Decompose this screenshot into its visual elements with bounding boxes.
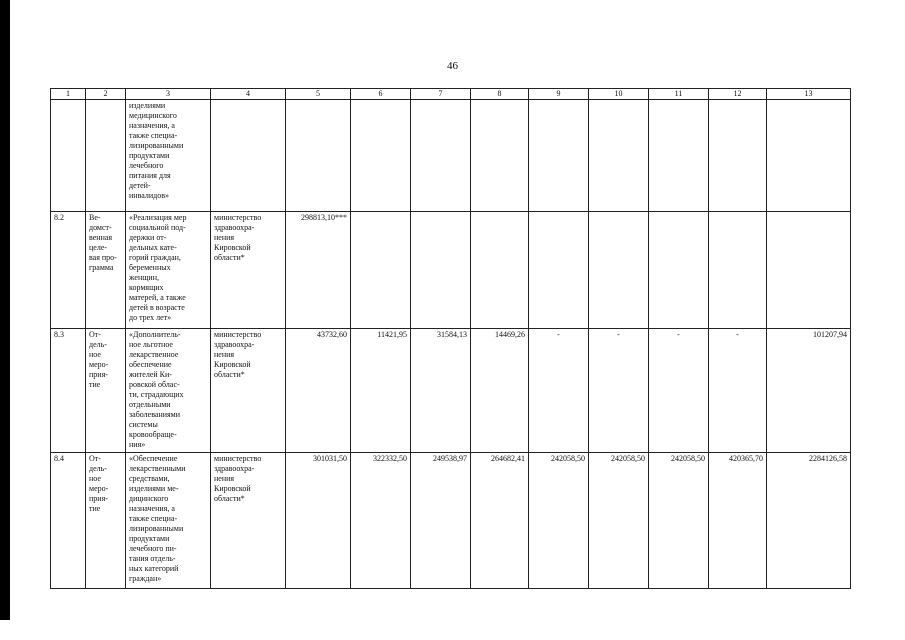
value-cell (411, 100, 471, 212)
executor-cell (211, 100, 286, 212)
value-cell: - (649, 329, 709, 453)
header-cell: 7 (411, 89, 471, 100)
value-cell: 11421,95 (351, 329, 411, 453)
row-number-cell: 8.4 (51, 453, 86, 589)
header-row (51, 89, 851, 100)
row-number-cell (51, 100, 86, 212)
budget-table (50, 88, 851, 589)
program-name-cell: «Реализация мер социальной под- держки от- дельных кате- горий граждан, беременных женщин, кормящих матерей, а также детей в возрасте до трех лет» (126, 212, 211, 329)
value-cell: - (589, 329, 649, 453)
executor-cell: министерство здравоохра- нения Кировской области* (211, 329, 286, 453)
table-row (51, 329, 851, 453)
total-cell: 2284126,58 (767, 453, 851, 589)
value-cell (709, 212, 767, 329)
value-cell (589, 100, 649, 212)
header-cell: 12 (709, 89, 767, 100)
value-cell (351, 100, 411, 212)
value-cell: 242058,50 (649, 453, 709, 589)
program-name-cell: изделиями медицинского назначения, а также специа- лизированными продуктами лечебного питания для детей- инвалидов» (126, 100, 211, 212)
program-name-cell: «Обеспечение лекарственными средствами, изделиями ме- дицинского назначения, а также специа- лизированными продуктами лечебного пи- тания отдель- ных категорий граждан» (126, 453, 211, 589)
header-cell: 10 (589, 89, 649, 100)
type-cell (86, 100, 126, 212)
header-cell: 4 (211, 89, 286, 100)
value-cell (471, 212, 529, 329)
value-cell: - (709, 329, 767, 453)
value-cell: 14469,26 (471, 329, 529, 453)
total-cell (767, 100, 851, 212)
header-cell: 8 (471, 89, 529, 100)
scan-edge-bar (0, 0, 10, 620)
table-row (51, 212, 851, 329)
value-cell: 322332,50 (351, 453, 411, 589)
value-cell (589, 212, 649, 329)
type-cell: От- дель- ное меро- прия- тие (86, 453, 126, 589)
executor-cell: министерство здравоохра- нения Кировской области* (211, 212, 286, 329)
value-cell (286, 100, 351, 212)
value-cell (649, 100, 709, 212)
total-cell: 101207,94 (767, 329, 851, 453)
header-cell: 1 (51, 89, 86, 100)
value-cell (529, 100, 589, 212)
header-cell: 13 (767, 89, 851, 100)
header-cell: 5 (286, 89, 351, 100)
value-cell (649, 212, 709, 329)
type-cell: Ве- домст- венная целе- вая про- грамма (86, 212, 126, 329)
row-number-cell: 8.3 (51, 329, 86, 453)
total-cell (767, 212, 851, 329)
value-cell (471, 100, 529, 212)
executor-cell: министерство здравоохра- нения Кировской области* (211, 453, 286, 589)
table-row (51, 100, 851, 212)
value-cell: 298813,10*** (286, 212, 351, 329)
value-cell: 43732,60 (286, 329, 351, 453)
header-cell: 11 (649, 89, 709, 100)
program-name-cell: «Дополнитель- ное льготное лекарственное обеспечение жителей Ки- ровской облас- ти, страдающих отдельными заболеваниями системы кровообраще- ния» (126, 329, 211, 453)
value-cell: 301031,50 (286, 453, 351, 589)
header-cell: 2 (86, 89, 126, 100)
type-cell: От- дель- ное меро- прия- тие (86, 329, 126, 453)
header-cell: 9 (529, 89, 589, 100)
value-cell: 242058,50 (589, 453, 649, 589)
table-row (51, 453, 851, 589)
value-cell: 249538,97 (411, 453, 471, 589)
page-number: 46 (447, 60, 458, 72)
header-cell: 3 (126, 89, 211, 100)
value-cell (351, 212, 411, 329)
value-cell: - (529, 329, 589, 453)
value-cell (529, 212, 589, 329)
header-cell: 6 (351, 89, 411, 100)
value-cell (709, 100, 767, 212)
row-number-cell: 8.2 (51, 212, 86, 329)
value-cell: 242058,50 (529, 453, 589, 589)
value-cell: 31584,13 (411, 329, 471, 453)
value-cell: 264682,41 (471, 453, 529, 589)
value-cell: 420365,70 (709, 453, 767, 589)
value-cell (411, 212, 471, 329)
